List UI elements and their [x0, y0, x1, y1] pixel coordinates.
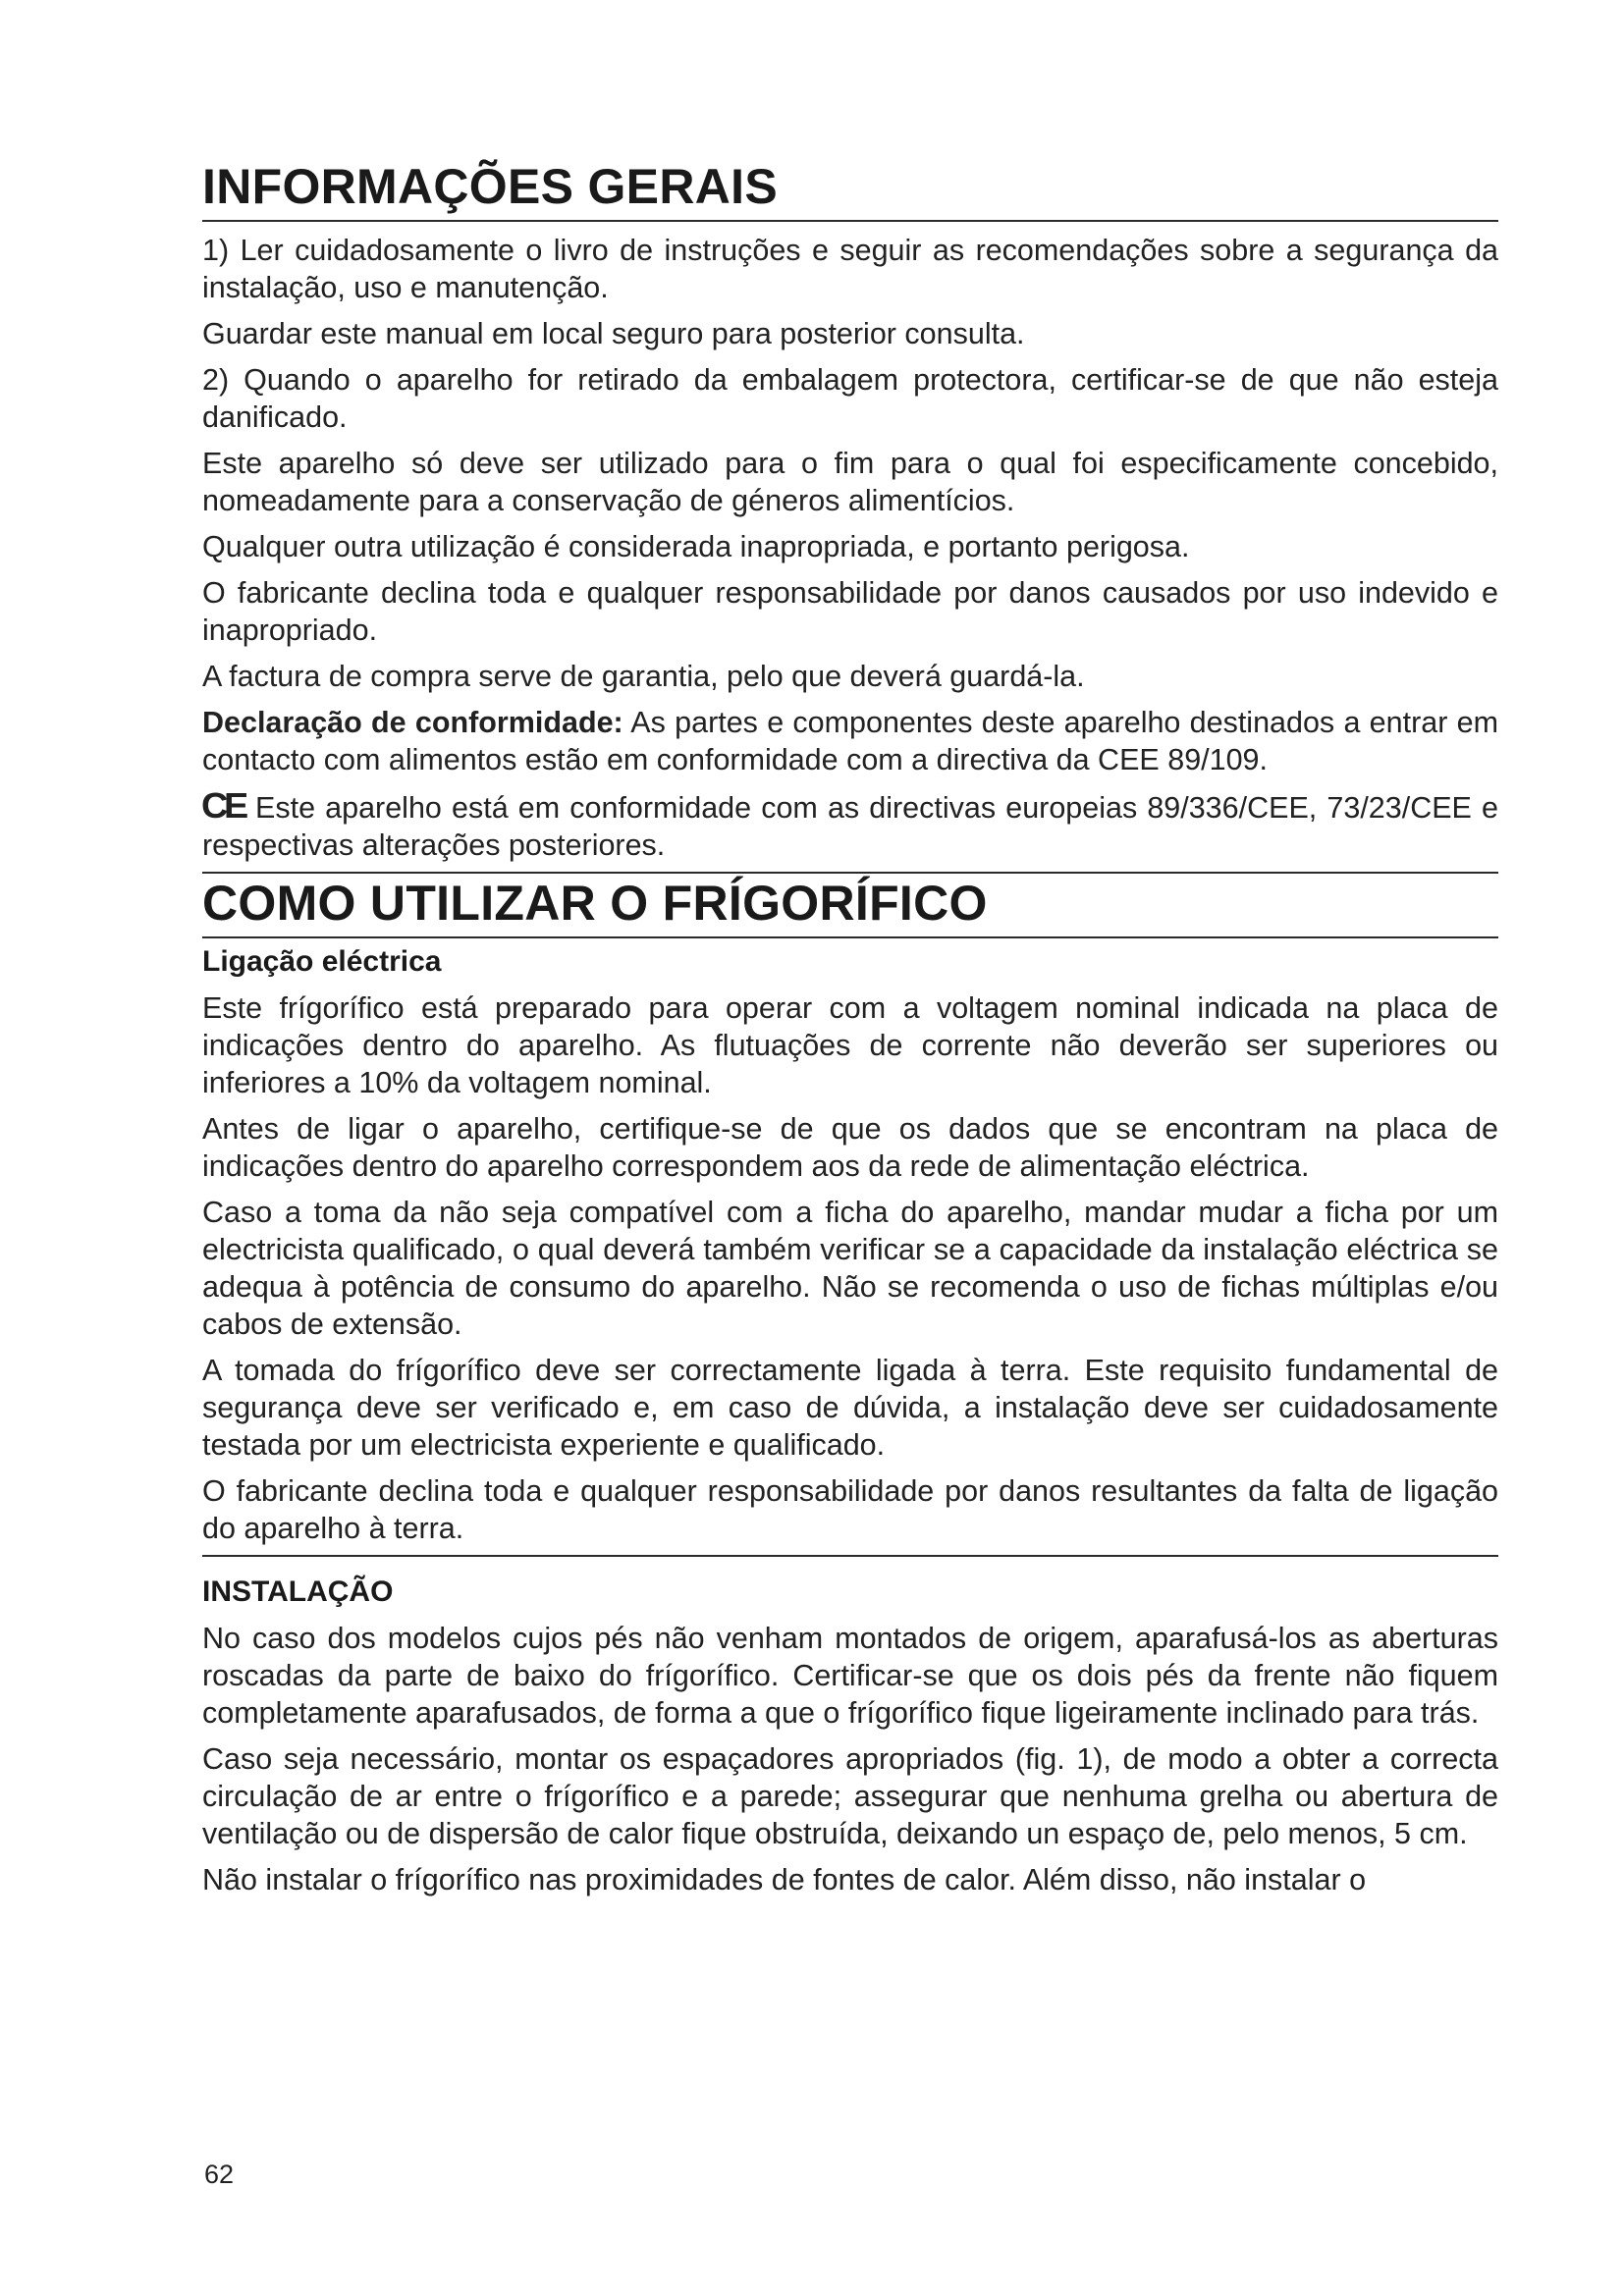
section-installation [202, 1573, 1498, 1898]
paragraph: A factura de compra serve de garantia, pelo que deverá guardá-la. [202, 660, 1085, 693]
paragraph: Não instalar o frígorífico nas proximidades de fontes de calor. Além disso, não instalar o [202, 1863, 1367, 1896]
subhead-installation: INSTALAÇÃO [202, 1575, 394, 1608]
paragraph: Caso a toma da não seja compatível com a ficha do aparelho, mandar mudar a ficha por um electricista qualificado, o qual deverá também verificar se a capacidade da instalação eléctrica se adequa à potência de consumo do aparelho. Não se recomenda o uso de fichas múltiplas e/ou cabos de extensão. [202, 1196, 1498, 1341]
section-title-using-fridge: COMO UTILIZAR O FRÍGORÍFICO [202, 874, 1498, 938]
ce-paragraph [202, 787, 1498, 864]
document-page [202, 157, 1498, 1907]
subhead-electrical-connection: Ligação eléctrica [202, 945, 442, 978]
section-title-general-information: INFORMAÇÕES GERAIS [202, 157, 1498, 222]
ce-text: Este aparelho está em conformidade com as directivas europeias 89/336/CEE, 73/23/CEE e respectivas alterações posteriores. [202, 791, 1498, 862]
declaration-text: As partes e componentes deste aparelho destinados a entrar em contacto com alimentos estão em conformidade com a directiva da CEE 89/109. [202, 706, 1498, 776]
page-number: 62 [204, 2160, 235, 2189]
paragraph: Este aparelho só deve ser utilizado para o fim para o qual foi especificamente concebido, nomeadamente para a conservação de géneros alimentícios. [202, 447, 1498, 517]
paragraph: A tomada do frígorífico deve ser correctamente ligada à terra. Este requisito fundamental de segurança deve ser verificado e, em caso de dúvida, a instalação deve ser cuidadosamente testada por um electricista experiente e qualificado. [202, 1354, 1498, 1462]
paragraph: No caso dos modelos cujos pés não venham montados de origem, aparafusá-los as aberturas roscadas da parte de baixo do frígorífico. Certificar-se que os dois pés da frente não fiquem completamente aparafusados, de forma a que o frígorífico fique ligeiramente inclinado para trás. [202, 1622, 1498, 1730]
section-general-information [202, 157, 1498, 874]
paragraph: O fabricante declina toda e qualquer responsabilidade por danos causados por uso indevido e inapropriado. [202, 576, 1498, 647]
declaration-paragraph [202, 704, 1498, 778]
paragraph: Guardar este manual em local seguro para posterior consulta. [202, 317, 1025, 350]
paragraph: Caso seja necessário, montar os espaçadores apropriados (fig. 1), de modo a obter a correcta circulação de ar entre o frígorífico e a parede; assegurar que nenhuma grelha ou abertura de ventilação ou de dispersão de calor fique obstruída, deixando un espaço de, pelo menos, 5 cm. [202, 1742, 1498, 1850]
paragraph: 1) Ler cuidadosamente o livro de instruções e seguir as recomendações sobre a segurança da instalação, uso e manutenção. [202, 234, 1498, 304]
paragraph: Antes de ligar o aparelho, certifique-se de que os dados que se encontram na placa de indicações dentro do aparelho correspondem aos da rede de alimentação eléctrica. [202, 1112, 1498, 1183]
paragraph: Este frígorífico está preparado para operar com a voltagem nominal indicada na placa de indicações dentro do aparelho. As flutuações de corrente não deverão ser superiores ou inferiores a 10% da voltagem nominal. [202, 991, 1498, 1099]
section-divider [202, 1555, 1498, 1557]
paragraph: 2) Quando o aparelho for retirado da embalagem protectora, certificar-se de que não esteja danificado. [202, 363, 1498, 434]
paragraph: O fabricante declina toda e qualquer responsabilidade por danos resultantes da falta de ligação do aparelho à terra. [202, 1474, 1498, 1545]
ce-mark-icon: CE [200, 785, 245, 826]
paragraph: Qualquer outra utilização é considerada inapropriada, e portanto perigosa. [202, 530, 1190, 563]
declaration-label: Declaração de conformidade: [202, 706, 623, 739]
section-using-fridge [202, 874, 1498, 1547]
